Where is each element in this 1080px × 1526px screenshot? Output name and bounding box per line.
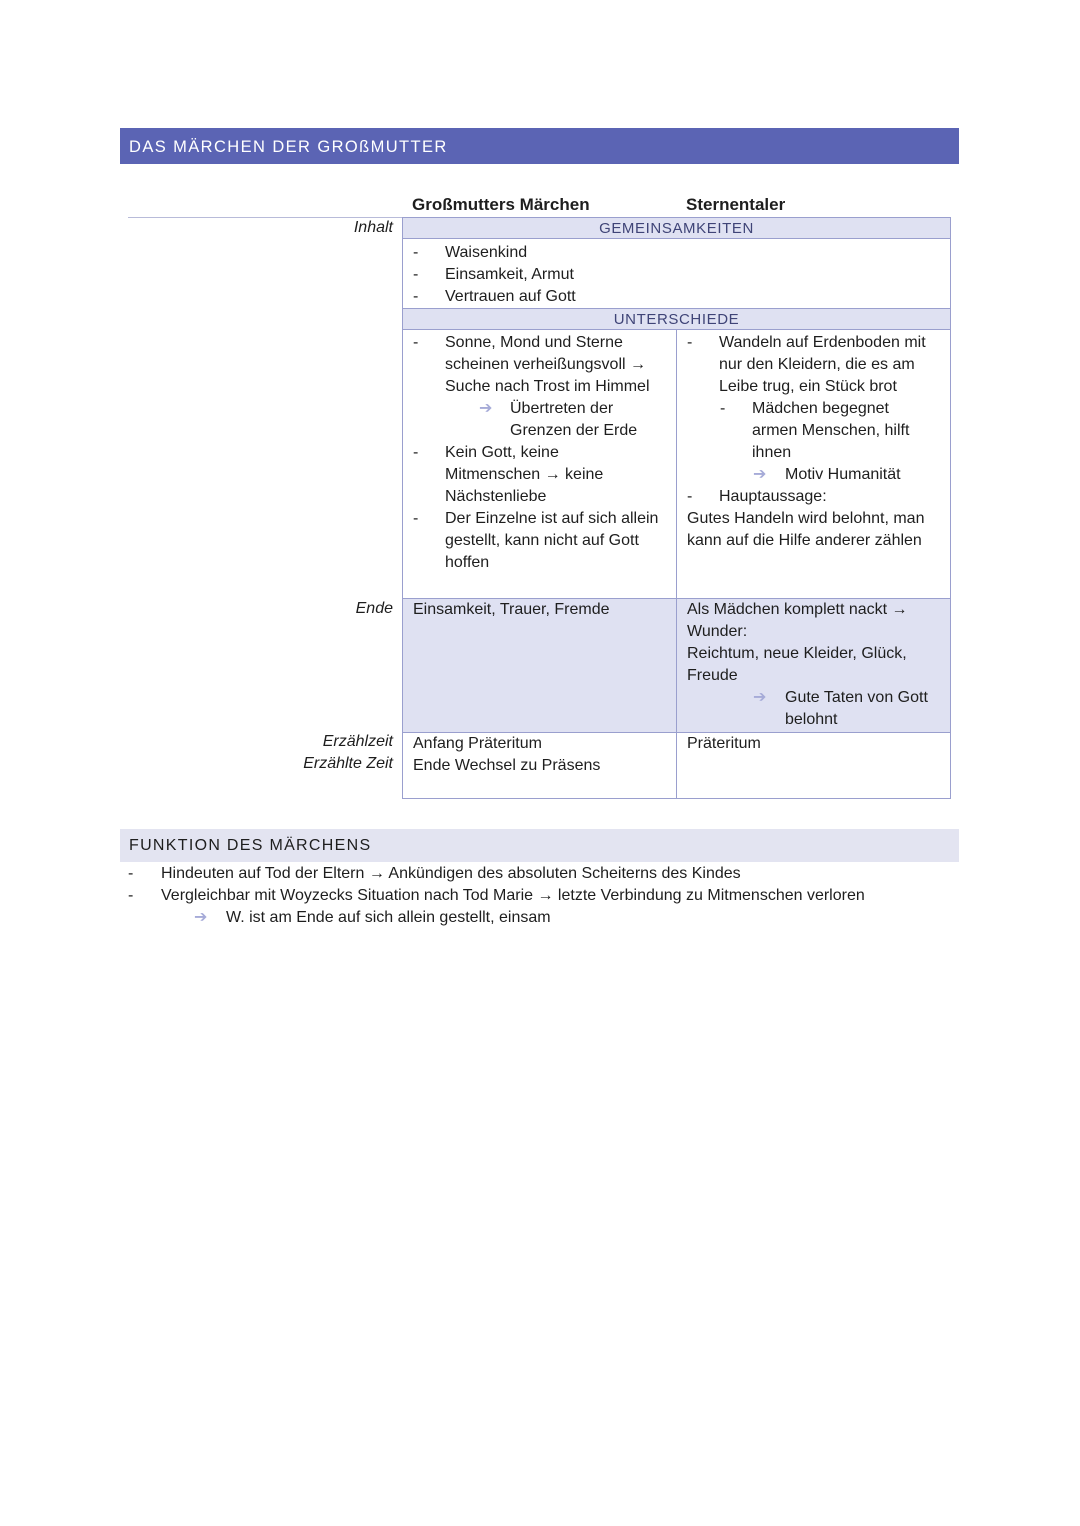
column-divider xyxy=(676,330,677,799)
band-gemeinsamkeiten xyxy=(403,217,950,239)
row-label-erzaehlzeit: Erzählzeit xyxy=(322,733,393,750)
arrow-icon: ➔ xyxy=(753,466,767,483)
zeit-right-text: Präteritum xyxy=(687,735,761,752)
band-unterschiede-label: UNTERSCHIEDE xyxy=(613,311,740,328)
ende-right-text: Wunder: xyxy=(687,623,748,640)
band-unterschiede xyxy=(403,308,950,330)
band-gemeinsamkeiten-label: GEMEINSAMKEITEN xyxy=(599,220,754,237)
function-item: Hindeuten auf Tod der Eltern → Ankündigen des absoluten Scheiterns des Kindes xyxy=(161,865,741,882)
arrow-icon: ➔ xyxy=(194,909,208,926)
ende-right-text: Reichtum, neue Kleider, Glück, xyxy=(687,645,907,662)
ende-left-text: Einsamkeit, Trauer, Fremde xyxy=(413,601,610,618)
diff-right-text: Hauptaussage: xyxy=(719,488,827,505)
arrow-icon: ➔ xyxy=(479,400,493,417)
bullet-dash: - xyxy=(413,444,419,461)
diff-right-text: Motiv Humanität xyxy=(785,466,901,483)
section2-title: FUNKTION DES MÄRCHENS xyxy=(129,837,372,854)
diff-left-text: Grenzen der Erde xyxy=(510,422,638,439)
comparison-table xyxy=(402,217,951,799)
diff-right-text: ihnen xyxy=(752,444,792,461)
diff-right-text: Mädchen begegnet xyxy=(752,400,889,417)
section-title-bar xyxy=(120,128,959,164)
common-item: Einsamkeit, Armut xyxy=(445,266,574,283)
bullet-dash: - xyxy=(413,288,419,305)
diff-left-text: Der Einzelne ist auf sich allein xyxy=(445,510,659,527)
diff-right-text: nur den Kleidern, die es am xyxy=(719,356,915,373)
diff-left-text: gestellt, kann nicht auf Gott xyxy=(445,532,639,549)
diff-right-text: kann auf die Hilfe anderer zählen xyxy=(687,532,922,549)
zeit-left-text: Anfang Präteritum xyxy=(413,735,542,752)
ende-right-text: belohnt xyxy=(785,711,838,728)
row-label-erzaehlte-zeit: Erzählte Zeit xyxy=(303,755,393,772)
diff-left-text: Nächstenliebe xyxy=(445,488,547,505)
column-header-left: Großmutters Märchen xyxy=(412,195,590,214)
ende-right-text: Gute Taten von Gott xyxy=(785,689,928,706)
bullet-dash: - xyxy=(128,887,134,904)
common-item: Vertrauen auf Gott xyxy=(445,288,576,305)
function-item: Vergleichbar mit Woyzecks Situation nach Tod Marie → letzte Verbindung zu Mitmenschen verloren xyxy=(161,887,865,904)
bullet-dash: - xyxy=(413,266,419,283)
section2-title-bar xyxy=(120,829,959,862)
section-title: DAS MÄRCHEN DER GROßMUTTER xyxy=(129,138,448,156)
diff-right-text: armen Menschen, hilft xyxy=(752,422,910,439)
diff-left-text: Kein Gott, keine xyxy=(445,444,559,461)
function-subitem: W. ist am Ende auf sich allein gestellt, einsam xyxy=(226,909,551,926)
header-rule xyxy=(128,217,402,218)
bullet-dash: - xyxy=(720,400,726,417)
ende-right-text: Als Mädchen komplett nackt → xyxy=(687,601,908,618)
common-item: Waisenkind xyxy=(445,244,528,261)
row-label-inhalt: Inhalt xyxy=(353,219,393,236)
bullet-dash: - xyxy=(687,334,693,351)
zeit-left-text: Ende Wechsel zu Präsens xyxy=(413,757,601,774)
row-label-ende: Ende xyxy=(355,600,393,617)
diff-right-text: Wandeln auf Erdenboden mit xyxy=(719,334,926,351)
bullet-dash: - xyxy=(687,488,693,505)
diff-left-text: scheinen verheißungsvoll → xyxy=(445,356,646,373)
bullet-dash: - xyxy=(128,865,134,882)
ende-right-text: Freude xyxy=(687,667,738,684)
arrow-icon: ➔ xyxy=(753,689,767,706)
diff-left-text: Übertreten der xyxy=(510,400,614,417)
diff-left-text: Mitmenschen → keine xyxy=(445,466,604,483)
diff-left-text: Sonne, Mond und Sterne xyxy=(445,334,623,351)
diff-right-text: Gutes Handeln wird belohnt, man xyxy=(687,510,925,527)
bullet-dash: - xyxy=(413,244,419,261)
bullet-dash: - xyxy=(413,510,419,527)
diff-right-text: Leibe trug, ein Stück brot xyxy=(719,378,897,395)
diff-left-text: hoffen xyxy=(445,554,490,571)
diff-left-text: Suche nach Trost im Himmel xyxy=(445,378,650,395)
column-header-right: Sternentaler xyxy=(686,195,786,214)
bullet-dash: - xyxy=(413,334,419,351)
